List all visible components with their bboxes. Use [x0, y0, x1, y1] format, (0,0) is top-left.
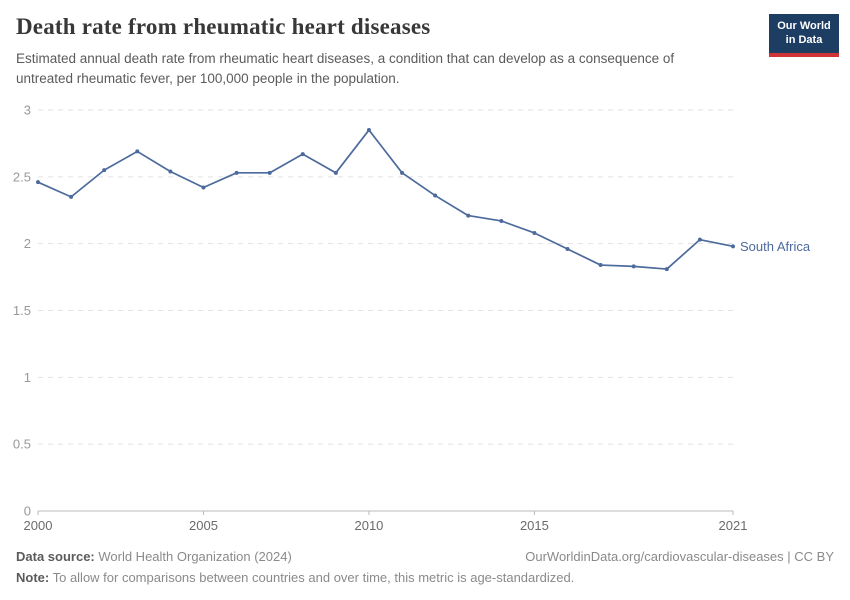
- y-axis-tick-label: 0.5: [12, 436, 31, 452]
- data-point[interactable]: [334, 171, 338, 175]
- note: [16, 567, 834, 588]
- data-point[interactable]: [268, 171, 272, 175]
- note-value: To allow for comparisons between countries and over time, this metric is age-standardized.: [49, 570, 575, 586]
- y-axis-tick-label: 0: [23, 503, 31, 519]
- x-axis-tick-label: 2010: [354, 518, 384, 533]
- y-axis-tick-label: 2.5: [12, 169, 31, 185]
- x-axis-tick-label: 2005: [189, 518, 218, 533]
- chart-title: Death rate from rheumatic heart diseases: [16, 14, 431, 39]
- data-point[interactable]: [599, 263, 603, 267]
- data-point[interactable]: [433, 194, 437, 198]
- data-source-value: World Health Organization (2024): [94, 549, 292, 564]
- data-point[interactable]: [36, 180, 40, 184]
- data-source: [16, 546, 292, 567]
- owid-logo-line2: in Data: [785, 34, 823, 47]
- data-point[interactable]: [566, 247, 570, 251]
- y-axis-tick-label: 1.5: [12, 303, 31, 318]
- data-point[interactable]: [69, 195, 73, 199]
- owid-logo[interactable]: [769, 14, 839, 57]
- header: [16, 14, 839, 88]
- data-point[interactable]: [698, 238, 702, 242]
- footer-row: [16, 546, 834, 567]
- note-label: Note:: [16, 570, 50, 586]
- data-point[interactable]: [400, 171, 404, 175]
- data-point[interactable]: [499, 219, 503, 223]
- line-series-south-africa[interactable]: [38, 130, 733, 269]
- x-axis-tick-label: 2015: [519, 518, 549, 533]
- y-axis-tick-label: 2: [23, 236, 31, 252]
- chart-subtitle: [16, 49, 756, 88]
- attribution-link[interactable]: OurWorldinData.org/cardiovascular-diseases | CC BY: [525, 549, 834, 564]
- x-axis-tick-label: 2000: [23, 518, 53, 533]
- data-point[interactable]: [532, 231, 536, 235]
- data-point[interactable]: [201, 186, 205, 190]
- data-point[interactable]: [135, 149, 139, 153]
- data-point[interactable]: [731, 244, 735, 248]
- y-axis-tick-label: 1: [23, 369, 31, 385]
- owid-logo-line1: Our World: [777, 20, 831, 32]
- data-point[interactable]: [466, 214, 470, 218]
- data-point[interactable]: [235, 171, 239, 175]
- footer: [16, 546, 834, 588]
- chart-subtitle-line1: Estimated annual death rate from rheumatic heart diseases, a condition that can develop as a consequence of: [16, 51, 675, 66]
- data-point[interactable]: [632, 264, 636, 268]
- data-point[interactable]: [301, 152, 305, 156]
- y-axis-tick-label: 3: [23, 102, 31, 118]
- data-point[interactable]: [102, 168, 106, 172]
- data-point[interactable]: [665, 267, 669, 271]
- x-axis-tick-label: 2021: [718, 518, 748, 533]
- data-source-label: Data source:: [16, 549, 95, 564]
- chart-subtitle-line2: untreated rheumatic fever, per 100,000 people in the population.: [16, 70, 400, 86]
- series-label[interactable]: South Africa: [740, 238, 811, 254]
- data-point[interactable]: [367, 128, 371, 132]
- data-point[interactable]: [168, 169, 172, 173]
